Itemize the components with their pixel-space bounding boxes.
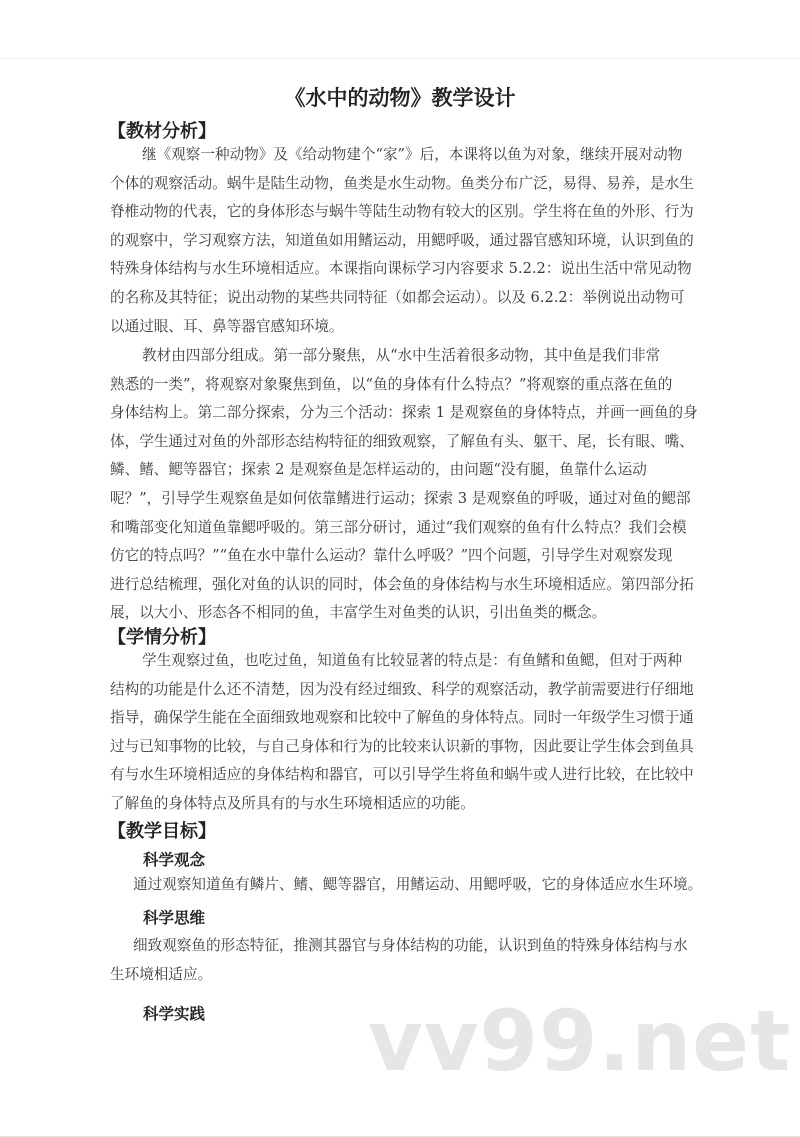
text-line: 有与水生环境相适应的身体结构和器官，可以引导学生将鱼和蜗牛或人进行比较，在比较中 <box>110 766 694 784</box>
text-line: 结构的功能是什么还不清楚，因为没有经过细致、科学的观察活动，教学前需要进行仔细地 <box>110 680 694 698</box>
text-line: 指导，确保学生能在全面细致地观察和比较中了解鱼的身体特点。同时一年级学生习惯于通 <box>110 709 694 727</box>
text-line: 了解鱼的身体特点及所具有的与水生环境相适应的功能。 <box>110 794 475 812</box>
text-line: 过与已知事物的比较，与自己身体和行为的比较来认识新的事物，因此要让学生体会到鱼具 <box>110 737 694 755</box>
text-line: 体，学生通过对鱼的外部形态结构特征的细致观察，了解鱼有头、躯干、尾，长有眼、嘴、 <box>110 432 694 450</box>
text-line: 和嘴部变化知道鱼靠鳃呼吸的。第三部分研讨，通过“我们观察的鱼有什么特点？我们会模 <box>110 518 687 536</box>
paragraph-textbook-analysis-1 <box>110 141 700 341</box>
text-line: 身体结构上。第二部分探索，分为三个活动：探索 1 是观察鱼的身体特点，并画一画鱼的身 <box>110 404 698 422</box>
text-line: 细致观察鱼的形态特征，推测其器官与身体结构的功能，认识到鱼的特殊身体结构与水 <box>133 937 688 954</box>
text-line: 熟悉的一类”，将观察对象聚焦到鱼，以“鱼的身体有什么特点？”将观察的重点落在鱼的 <box>110 375 673 393</box>
text-line: 仿它的特点吗？”“鱼在水中靠什么运动？靠什么呼吸？”四个问题，引导学生对观察发现 <box>110 547 673 565</box>
subheading-science-concept: 科学观念 <box>143 851 206 869</box>
text-line: 生环境相适应。 <box>110 965 213 983</box>
text-line: 特殊身体结构与水生环境相适应。本课指向课标学习内容要求 5.2.2：说出生活中常见动物 <box>110 260 692 278</box>
text-line: 教材由四部分组成。第一部分聚焦，从“水中生活着很多动物，其中鱼是我们非常 <box>142 347 661 364</box>
heading-teaching-goals: 【教学目标】 <box>108 821 216 842</box>
paragraph-science-thinking <box>110 932 700 989</box>
subheading-science-practice: 科学实践 <box>143 1005 206 1023</box>
text-line: 的名称及其特征；说出动物的某些共同特征（如都会运动）。以及 6.2.2：举例说出动物可 <box>110 288 685 306</box>
text-line: 鳞、鳍、鳃等器官；探索 2 是观察鱼是怎样运动的，由问题“没有腿，鱼靠什么运动 <box>110 461 647 479</box>
paragraph-student-analysis <box>110 647 700 819</box>
text-line: 脊椎动物的代表，它的身体形态与蜗牛等陆生动物有较大的区别。学生将在鱼的外形、行为 <box>110 203 694 221</box>
subheading-science-thinking: 科学思维 <box>143 909 206 927</box>
text-line: 以通过眼、耳、鼻等器官感知环境。 <box>110 317 344 335</box>
page-top-margin <box>0 0 800 59</box>
paragraph-science-concept <box>133 871 723 900</box>
heading-textbook-analysis: 【教材分析】 <box>108 121 216 142</box>
text-line: 学生观察过鱼，也吃过鱼，知道鱼有比较显著的特点是：有鱼鳍和鱼鳃，但对于两种 <box>142 652 682 669</box>
document-title: 《水中的动物》教学设计 <box>284 86 516 110</box>
paragraph-textbook-analysis-2 <box>110 342 700 628</box>
watermark: vv99.net <box>368 992 792 1090</box>
text-line: 个体的观察活动。蜗牛是陆生动物，鱼类是水生动物。鱼类分布广泛，易得、易养，是水生 <box>110 174 694 192</box>
text-line: 继《观察一种动物》及《给动物建个“家”》后，本课将以鱼为对象，继续开展对动物 <box>142 146 683 163</box>
text-line: 展，以大小、形态各不相同的鱼，丰富学生对鱼类的认识，引出鱼类的概念。 <box>110 604 607 622</box>
text-line: 呢？”，引导学生观察鱼是如何依靠鳍进行运动；探索 3 是观察鱼的呼吸，通过对鱼的鳃部 <box>110 489 691 507</box>
text-line: 进行总结梳理，强化对鱼的认识的同时，体会鱼的身体结构与水生环境相适应。第四部分拓 <box>110 575 694 593</box>
text-line: 通过观察知道鱼有鳞片、鳍、鳃等器官，用鳍运动、用鳃呼吸，它的身体适应水生环境。 <box>133 876 703 893</box>
heading-student-analysis: 【学情分析】 <box>108 627 216 648</box>
text-line: 的观察中，学习观察方法，知道鱼如用鳍运动，用鳃呼吸，通过器官感知环境，认识到鱼的 <box>110 231 694 249</box>
